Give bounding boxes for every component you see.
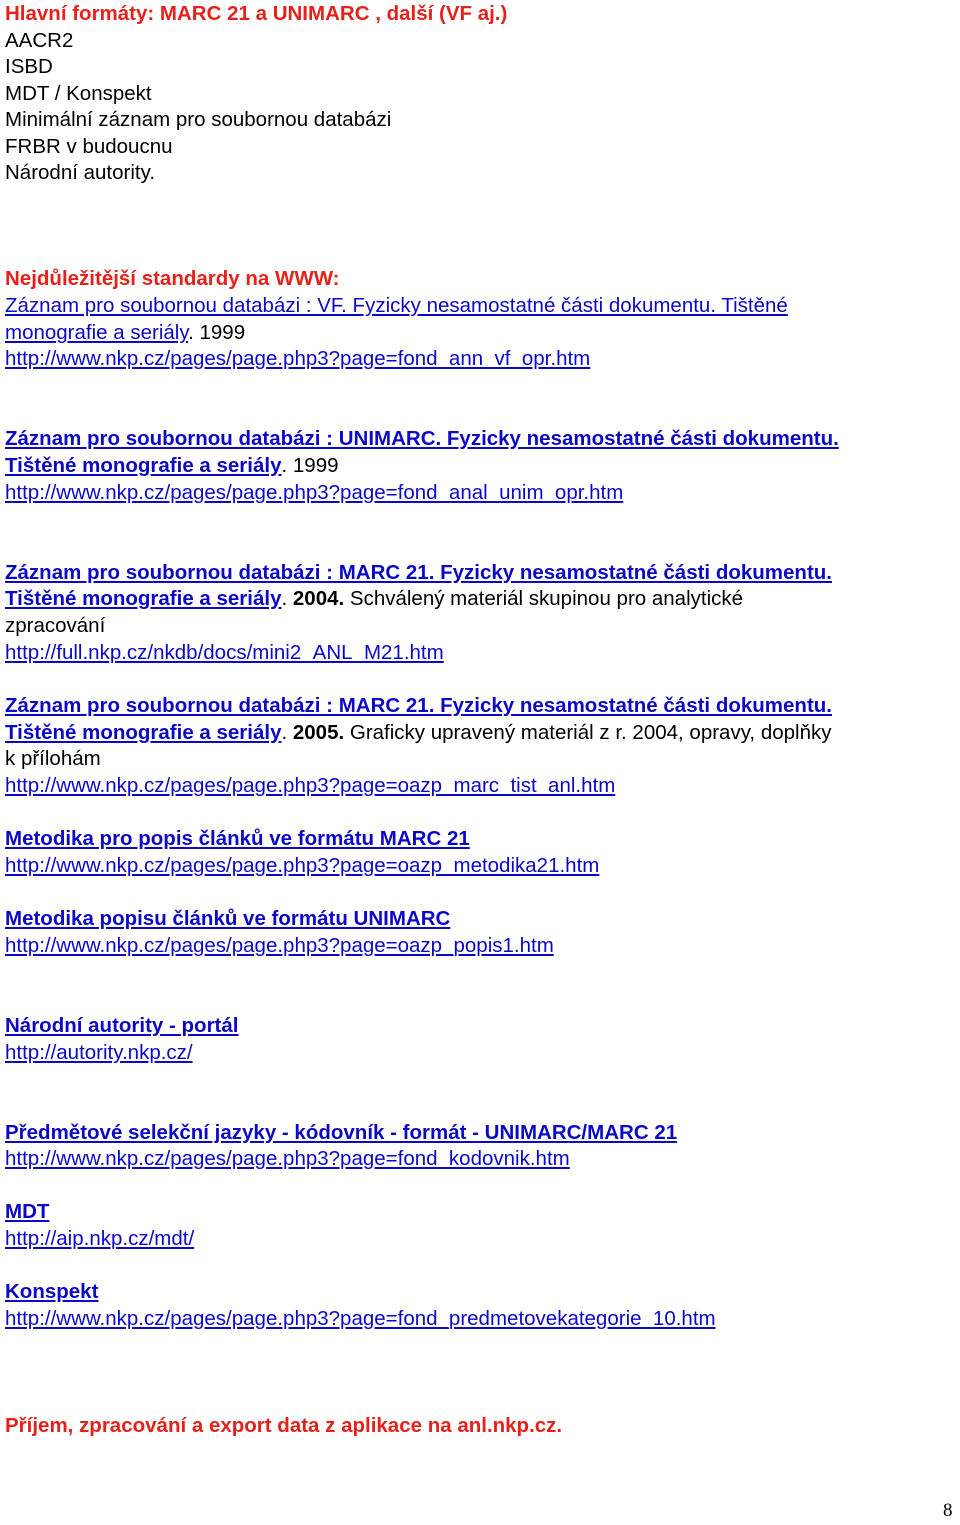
format-item: MDT / Konspekt: [5, 82, 152, 105]
kodovnik-url[interactable]: http://www.nkp.cz/pages/page.php3?page=fond_kodovnik.htm: [5, 1147, 570, 1170]
entry-vf-title-cont: [5, 320, 245, 347]
entry-marc2004-year: 2004.: [292, 587, 345, 610]
entry-marc2004-separator: .: [281, 587, 293, 610]
entry-marc2005-title[interactable]: Záznam pro soubornou databázi : MARC 21. Fyzicky nesamostatné části dokumentu.: [5, 694, 832, 717]
metodika-marc21-url[interactable]: http://www.nkp.cz/pages/page.php3?page=oazp_metodika21.htm: [5, 854, 600, 877]
entry-marc2004-url[interactable]: http://full.nkp.cz/nkdb/docs/mini2_ANL_M21.htm: [5, 641, 444, 664]
format-item: FRBR v budoucnu: [5, 135, 173, 158]
narodni-autority-link[interactable]: Národní autority - portál: [5, 1014, 239, 1037]
entry-marc2004-description: Schválený materiál skupinou pro analytické: [344, 587, 744, 610]
entry-marc2005-description-cont: k přílohám: [5, 747, 101, 770]
entry-marc2005-title-link[interactable]: Tištěné monografie a seriály: [5, 721, 282, 744]
metodika-unimarc-link[interactable]: Metodika popisu článků ve formátu UNIMARC: [5, 907, 451, 930]
format-item: AACR2: [5, 29, 74, 52]
entry-unimarc-title-cont: [5, 453, 339, 480]
mdt-url[interactable]: http://aip.nkp.cz/mdt/: [5, 1227, 195, 1250]
konspekt-url[interactable]: http://www.nkp.cz/pages/page.php3?page=fond_predmetovekategorie_10.htm: [5, 1307, 716, 1330]
entry-unimarc-period: .: [281, 454, 288, 477]
metodika-unimarc-url[interactable]: http://www.nkp.cz/pages/page.php3?page=oazp_popis1.htm: [5, 934, 554, 957]
entry-unimarc-url[interactable]: http://www.nkp.cz/pages/page.php3?page=fond_anal_unim_opr.htm: [5, 481, 624, 504]
entry-marc2004-description-cont: zpracování: [5, 614, 106, 637]
entry-marc2005-description: Graficky upravený materiál z r. 2004, opravy, doplňky: [344, 721, 832, 744]
format-item: Minimální záznam pro soubornou databázi: [5, 108, 392, 131]
entry-vf-title-link[interactable]: monografie a seriály: [5, 321, 189, 344]
entry-marc2005-year: 2005.: [287, 721, 345, 744]
entry-vf-year: 1999: [199, 321, 246, 344]
format-item: ISBD: [5, 55, 53, 78]
format-item: Národní autority.: [5, 161, 156, 184]
entry-unimarc-title[interactable]: Záznam pro soubornou databázi : UNIMARC. Fyzicky nesamostatné části dokumentu.: [5, 427, 839, 450]
entry-marc2004-title[interactable]: Záznam pro soubornou databázi : MARC 21. Fyzicky nesamostatné části dokumentu.: [5, 561, 832, 584]
entry-unimarc-title-link[interactable]: Tištěné monografie a seriály: [5, 454, 282, 477]
entry-marc2004-title-cont: [5, 586, 743, 613]
standards-heading: Nejdůležitější standardy na WWW:: [5, 267, 340, 290]
entry-marc2005-url[interactable]: http://www.nkp.cz/pages/page.php3?page=oazp_marc_tist_anl.htm: [5, 774, 616, 797]
konspekt-link[interactable]: Konspekt: [5, 1280, 99, 1303]
entry-unimarc-year: 1999: [292, 454, 339, 477]
entry-vf-period: .: [188, 321, 194, 344]
mdt-link[interactable]: MDT: [5, 1200, 50, 1223]
page-number: 8: [943, 1500, 953, 1521]
formats-heading: Hlavní formáty: MARC 21 a UNIMARC , další (VF aj.): [5, 2, 508, 25]
entry-vf-title[interactable]: Záznam pro soubornou databázi : VF. Fyzicky nesamostatné části dokumentu. Tištěné: [5, 294, 788, 317]
entry-marc2005-period: .: [281, 721, 288, 744]
kodovnik-link[interactable]: Předmětové selekční jazyky - kódovník - formát - UNIMARC/MARC 21: [5, 1121, 678, 1144]
entry-vf-url[interactable]: http://www.nkp.cz/pages/page.php3?page=fond_ann_vf_opr.htm: [5, 347, 591, 370]
narodni-autority-url[interactable]: http://autority.nkp.cz/: [5, 1041, 193, 1064]
export-heading: Příjem, zpracování a export data z aplikace na anl.nkp.cz.: [5, 1414, 563, 1437]
entry-marc2005-title-cont: [5, 720, 831, 747]
entry-marc2004-title-link[interactable]: Tištěné monografie a seriály: [5, 587, 282, 610]
metodika-marc21-link[interactable]: Metodika pro popis článků ve formátu MARC 21: [5, 827, 470, 850]
